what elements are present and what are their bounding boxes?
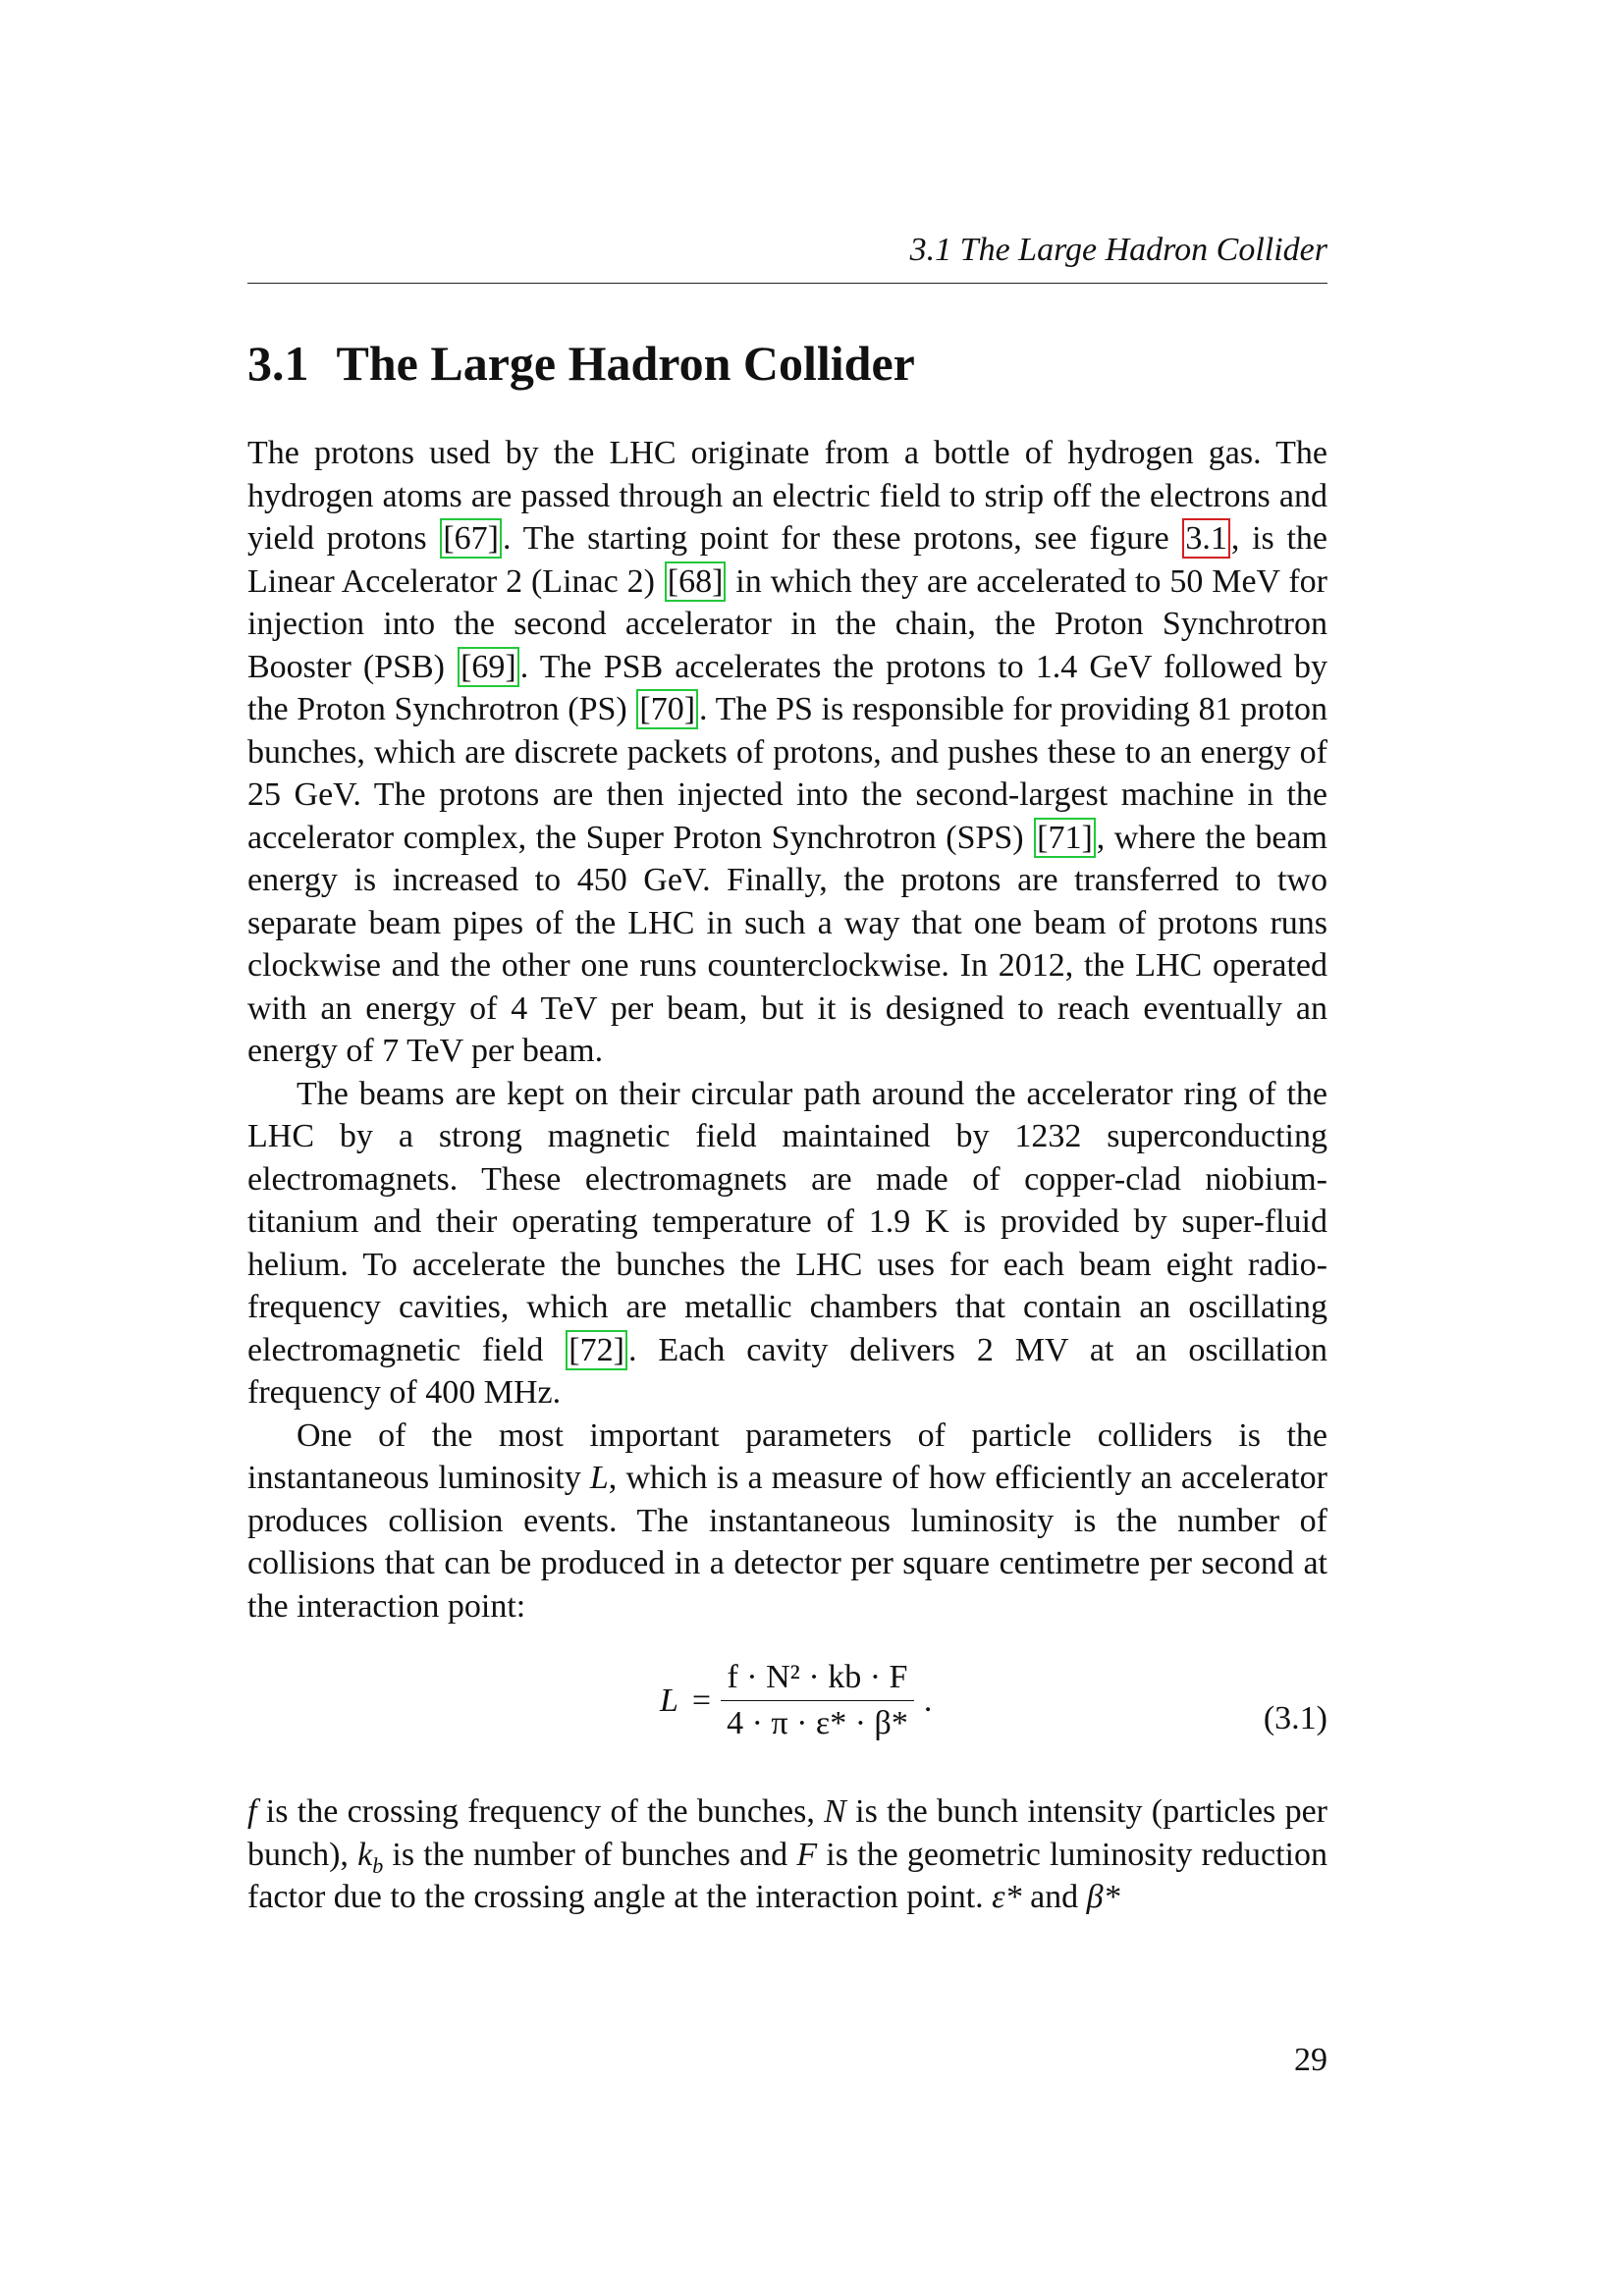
paragraph-3 bbox=[247, 1415, 1327, 1629]
citation-72[interactable]: [72] bbox=[566, 1330, 627, 1370]
text-run: is the geometric luminosity reduction factor due to the crossing angle at the interaction point. bbox=[247, 1836, 1327, 1915]
math-var-k: k bbox=[357, 1836, 373, 1873]
figure-ref-3-1[interactable]: 3.1 bbox=[1182, 518, 1230, 559]
page-number: 29 bbox=[1294, 2042, 1327, 2078]
text-run: The protons used by the LHC originate from a bottle of hydrogen gas. The hydrogen atoms are passed through an electric field to strip off the electrons and yield protons bbox=[247, 435, 1327, 557]
section-number: 3.1 bbox=[247, 336, 309, 391]
running-header: 3.1 The Large Hadron Collider bbox=[909, 232, 1327, 268]
math-var-beta-star: β* bbox=[1086, 1879, 1120, 1915]
body-text bbox=[247, 432, 1327, 1919]
section-title bbox=[247, 336, 915, 391]
text-run: . The PSB accelerates the protons to 1.4 GeV followed by the Proton Synchrotron (PS) bbox=[247, 648, 1327, 727]
text-run: is the number of bunches and bbox=[383, 1836, 797, 1873]
equation-number: (3.1) bbox=[1263, 1700, 1327, 1736]
equation-denominator: 4 · π · ε* · β* bbox=[727, 1705, 908, 1741]
text-run: and bbox=[1021, 1879, 1087, 1915]
text-run: is the bunch intensity (particles per bunch), bbox=[247, 1793, 1327, 1873]
section-title-text: The Large Hadron Collider bbox=[336, 336, 915, 391]
text-run: , where the beam energy is increased to 450 GeV. Finally, the protons are transferred to two separate beam pipes of the LHC in such a way that one beam of protons runs clockwise and the other one runs counterclockwise. In 2012, the LHC operated with an energy of 4 TeV per beam, but it is designed to reach eventually an energy of 7 TeV per beam. bbox=[247, 819, 1327, 1069]
citation-71[interactable]: [71] bbox=[1034, 818, 1096, 858]
header-rule bbox=[247, 283, 1327, 284]
text-run: is the crossing frequency of the bunches, bbox=[256, 1793, 825, 1830]
citation-69[interactable]: [69] bbox=[458, 647, 519, 687]
text-run: One of the most important parameters of particle colliders is the instantaneous luminosity bbox=[247, 1416, 1327, 1496]
math-sub-b: b bbox=[372, 1852, 384, 1878]
paragraph-2 bbox=[247, 1073, 1327, 1415]
equation-lhs: L bbox=[660, 1682, 678, 1719]
equation-numerator: f · N² · kb · F bbox=[727, 1659, 908, 1695]
text-run: , is the Linear Accelerator 2 (Linac 2) bbox=[247, 520, 1327, 600]
citation-68[interactable]: [68] bbox=[665, 561, 727, 602]
text-run: The beams are kept on their circular path around the accelerator ring of the LHC by a strong magnetic field maintained by 1232 superconducting electromagnets. These electromagnets are made of copper-clad niobium-titanium and their operating temperature of 1.9 K is provided by super-fluid helium. To accelerate the bunches the LHC uses for each beam eight radio-frequency cavities, which are metallic chambers that contain an oscillating electromagnetic field bbox=[247, 1075, 1327, 1368]
math-var-F: F bbox=[796, 1836, 818, 1873]
math-var-L: L bbox=[589, 1460, 609, 1496]
equation-3-1 bbox=[247, 1635, 1327, 1783]
math-var-f: f bbox=[247, 1793, 257, 1830]
text-run: in which they are accelerated to 50 MeV for injection into the second accelerator in the chain, the Proton Synchrotron Booster (PSB) bbox=[247, 562, 1327, 685]
citation-70[interactable]: [70] bbox=[636, 689, 698, 729]
math-var-epsilon-star: ε* bbox=[992, 1879, 1022, 1915]
equation-trailing: . bbox=[923, 1682, 933, 1719]
equation-body bbox=[660, 1655, 932, 1746]
paragraph-1 bbox=[247, 432, 1327, 1073]
citation-67[interactable]: [67] bbox=[440, 518, 502, 559]
text-run: . The starting point for these protons, see figure bbox=[503, 520, 1182, 557]
text-run: . Each cavity delivers 2 MV at an oscillation frequency of 400 MHz. bbox=[247, 1331, 1327, 1411]
equation-fraction bbox=[721, 1655, 914, 1746]
text-run: , which is a measure of how efficiently an accelerator produces collision events. The instantaneous luminosity is the number of collisions that can be produced in a detector per square centimetre per second at the interaction point: bbox=[247, 1460, 1327, 1625]
equation-equals: = bbox=[691, 1682, 712, 1719]
text-run: . The PS is responsible for providing 81 proton bunches, which are discrete packets of protons, and pushes these to an energy of 25 GeV. The protons are then injected into the second-largest machine in the accelerator complex, the Super Proton Synchrotron (SPS) bbox=[247, 691, 1327, 856]
paragraph-4 bbox=[247, 1790, 1327, 1919]
math-var-N: N bbox=[824, 1793, 846, 1830]
